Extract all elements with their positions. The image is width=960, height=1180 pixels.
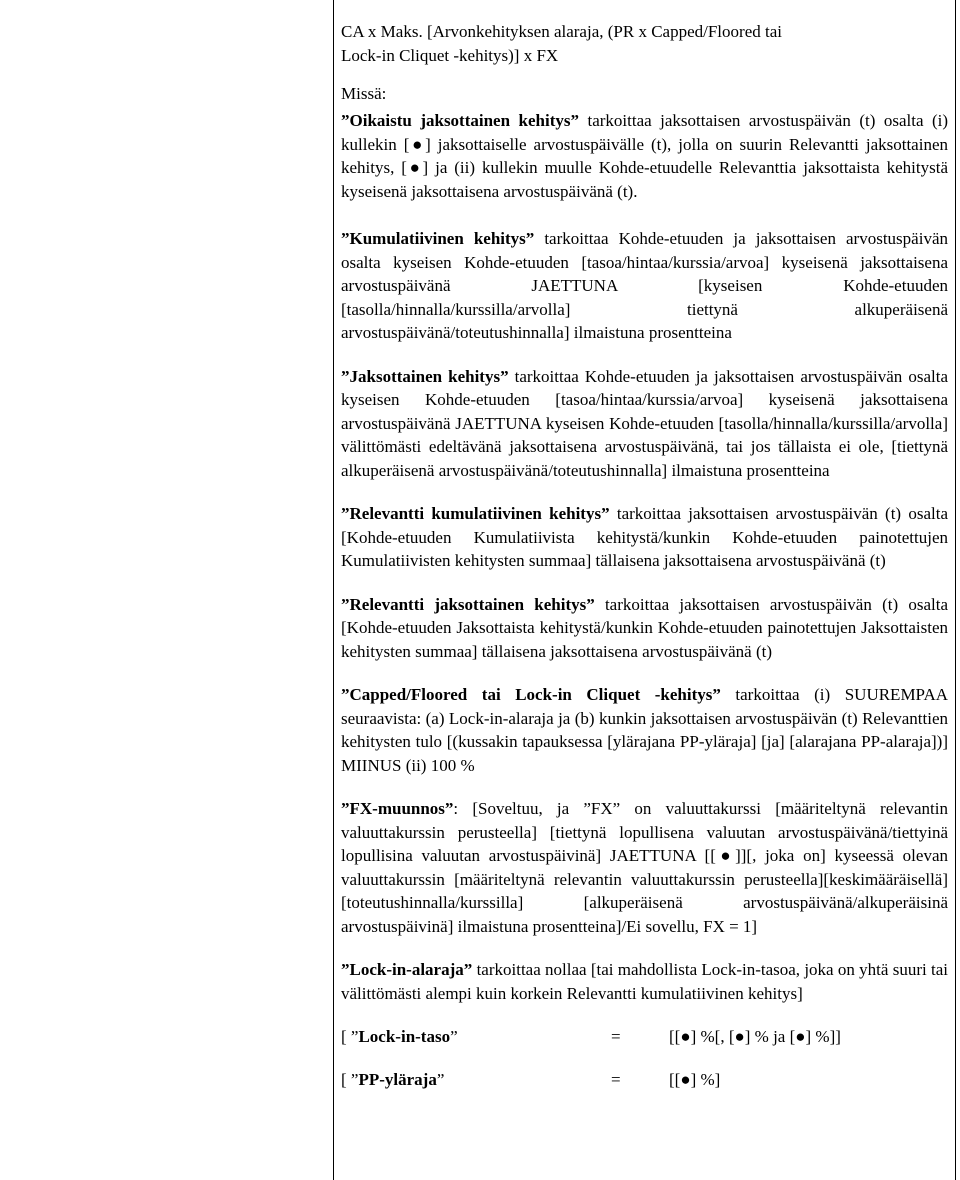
definition-text: tarkoittaa Kohde-etuuden ja jaksottaisen arvostuspäivän osalta kyseisen Kohde-etuuden [tasoa/hintaa/kurssia/arvoa] kyseisenä jaksottaisena arvostuspäivänä JAETTUNA [kyseisen Kohde-etuuden [tasolla/hinnalla/kurssilla/arvolla] tiettynä alkuperäisenä arvostuspäivänä/toteutushinnalla] ilmaistuna prosentteina <box>341 229 948 342</box>
document-body <box>341 20 948 1110</box>
definition-text: tarkoittaa Kohde-etuuden ja jaksottaisen arvostuspäivän osalta kyseisen Kohde-etuuden [tasoa/hintaa/kurssia/arvoa] kyseisenä jaksottaisena arvostuspäivänä JAETTUNA kyseisen Kohde-etuuden [tasolla/hinnalla/kurssilla/arvolla] välittömästi edeltävänä jaksottaisena arvostuspäivänä, tai jos tällaista ei ole, [tiettynä alkuperäisenä arvostuspäivänä/toteutushinnalla] ilmaistuna prosentteina <box>341 366 948 480</box>
formula <box>341 20 948 67</box>
row-lock-in-taso <box>341 1025 948 1049</box>
definition-kumulatiivinen <box>341 227 948 345</box>
definition-term: ”Kumulatiivinen kehitys” <box>341 229 535 248</box>
missa-label: Missä: <box>341 84 387 103</box>
row-value: [[●] %[, [●] % ja [●] %]] <box>669 1027 841 1046</box>
definition-term: ”Oikaistu jaksottainen kehitys” <box>341 111 579 130</box>
row-label-term: PP-yläraja <box>358 1069 437 1089</box>
definition-term: ”Jaksottainen kehitys” <box>341 366 509 386</box>
equals-sign: = <box>611 1027 621 1046</box>
definition-text: tarkoittaa (i) SUUREMPAA seuraavista: (a) Lock-in-alaraja ja (b) kunkin jaksottaisen arvostuspäivän (t) Relevanttien kehitysten tulo [(kussakin tapauksessa [ylärajana PP-yläraja] [ja] [alarajana PP-alaraja])] MIINUS (ii) 100 % <box>341 685 949 775</box>
formula-line-2: Lock-in Cliquet -kehitys)] x FX <box>341 45 559 65</box>
definition-term: ”FX-muunnos” <box>341 799 454 818</box>
definition-oikaistu <box>341 109 948 203</box>
row-label-suffix: ” <box>450 1027 458 1046</box>
definition-text: : [Soveltuu, ja ”FX” on valuuttakurssi [määriteltynä relevantin valuuttakurssin perusteella] [tiettynä lopullisena valuutan arvostuspäivänä/tiettyinä lopullisina valuutan arvostuspäivinä] JAETTUNA [[●]][, joka on] kyseessä olevan valuuttakurssin [määriteltynä relevantin valuuttakurssin perusteella][keskimääräisellä] [toteutushinnalla/kurssilla] [alkuperäisenä arvostuspäivänä/alkuperäisinä arvostuspäivinä] ilmaistuna prosentteina]/Ei sovellu, FX = 1] <box>341 799 948 936</box>
row-label-prefix: [ ” <box>341 1069 359 1089</box>
definition-lock-in-alaraja <box>341 958 948 1005</box>
row-label-term: Lock-in-taso <box>358 1027 451 1046</box>
definition-term: ”Relevantti jaksottainen kehitys” <box>341 594 595 614</box>
definition-text: tarkoittaa nollaa [tai mahdollista Lock-in-tasoa, joka on yhtä suuri tai välittömästi alempi kuin korkein Relevantti kumulatiivinen kehitys] <box>341 960 948 1003</box>
definition-term: ”Relevantti kumulatiivinen kehitys” <box>341 504 610 523</box>
row-label-prefix: [ ” <box>341 1027 359 1046</box>
row-label <box>341 1025 611 1049</box>
definition-jaksottainen <box>341 365 948 483</box>
row-label-suffix: ” <box>436 1069 445 1089</box>
table-border-right <box>955 0 956 1180</box>
definition-term: ”Capped/Floored tai Lock-in Cliquet -kehitys” <box>341 685 721 704</box>
equals-sign: = <box>611 1069 621 1089</box>
row-label <box>341 1068 611 1092</box>
definition-capped-floored <box>341 683 948 777</box>
definition-text: tarkoittaa jaksottaisen arvostuspäivän (t) osalta (i) kullekin [●] jaksottaiselle arvostuspäivälle (t), jolla on suurin Relevantti jaksottainen kehitys, [●] ja (ii) kullekin muulle Kohde-etuudelle Relevanttia jaksottaista kehitystä kyseisenä jaksottaisena arvostuspäivänä (t). <box>341 111 949 201</box>
formula-line-1: CA x Maks. [Arvonkehityksen alaraja, (PR x Capped/Floored tai <box>341 22 782 41</box>
definition-text: tarkoittaa jaksottaisen arvostuspäivän (t) osalta [Kohde-etuuden Jaksottaista kehitystä/kunkin Kohde-etuuden painotettujen Jaksottaisten kehitysten summaa] tällaisena jaksottaisena arvostuspäivänä (t) <box>341 594 948 661</box>
definition-text: tarkoittaa jaksottaisen arvostuspäivän (t) osalta [Kohde-etuuden Kumulatiivista kehitystä/kunkin Kohde-etuuden painotettujen Kumulatiivisten kehitysten summaa] tällaisena jaksottaisena arvostuspäivänä (t) <box>341 504 948 570</box>
table-border-left <box>333 0 334 1180</box>
definition-relevantti-jaksottainen <box>341 593 948 664</box>
row-value: [[●] %] <box>669 1069 721 1089</box>
definition-term: ”Lock-in-alaraja” <box>341 960 473 979</box>
definition-relevantti-kumulatiivinen <box>341 502 948 573</box>
row-pp-ylaraja <box>341 1068 948 1092</box>
definition-fx-muunnos <box>341 797 948 938</box>
